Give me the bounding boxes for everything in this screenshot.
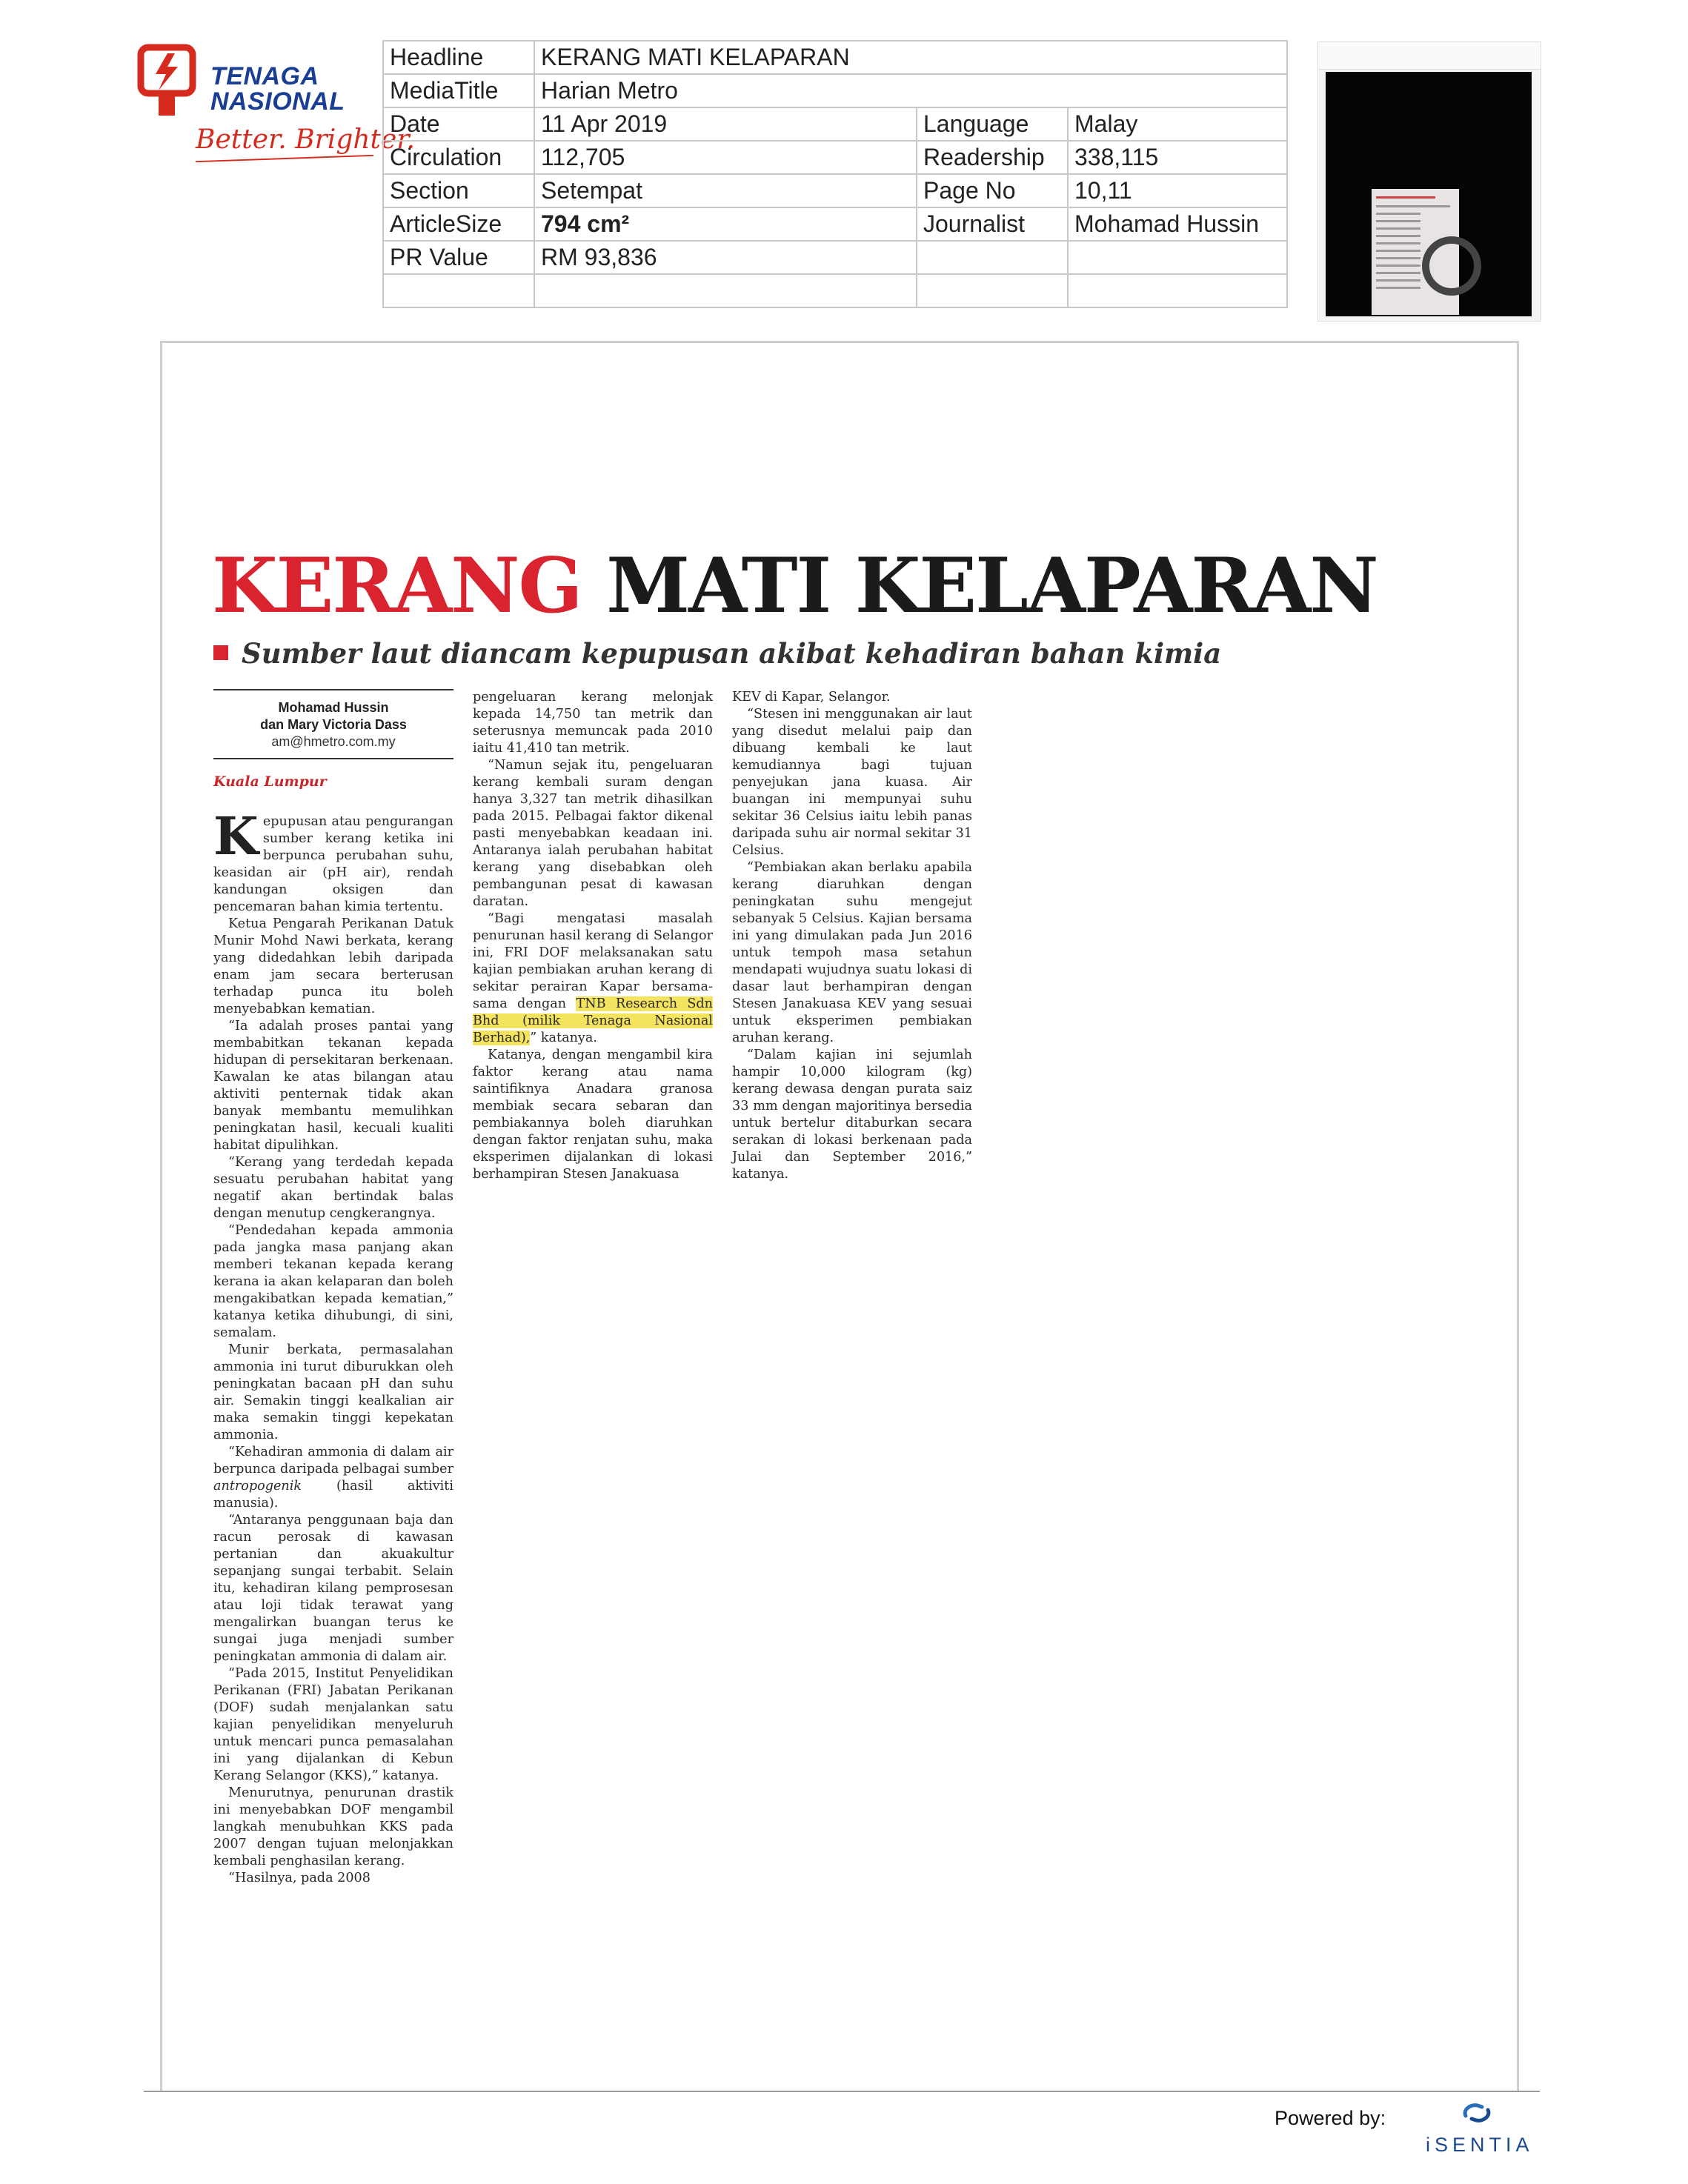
headline-black-words: MATI KELAPARAN: [581, 542, 1378, 630]
isentia-logo-icon: [1460, 2100, 1494, 2126]
meta-value: 10,11: [1068, 174, 1287, 207]
paragraph: Katanya, dengan mengambil kira faktor kerang atau nama saintifiknya Anadara granosa membiak secara sebaran dan pembiakannya boleh diaruhkan dengan faktor renjatan suhu, maka eksperimen dijalankan di lokasi berhampiran Stesen Janakuasa: [473, 1048, 713, 1182]
paragraph: “Namun sejak itu, pengeluaran kerang kembali suram dengan hanya 3,327 tan metrik dihasilkan pada 2015. Pelbagai faktor dikenal pasti menyebabkan keadaan ini. Antaranya ialah perubahan habitat kerang yang disebabkan oleh pembangunan pesat di kawasan daratan.: [473, 758, 713, 909]
paragraph: Munir berkata, permasalahan ammonia ini turut diburukkan oleh peningkatan bacaan pH dan suhu air. Semakin tinggi kealkalian air maka semakin tinggi kepekatan ammonia.: [213, 1342, 453, 1442]
meta-label: Date: [383, 107, 534, 141]
logo-brand-line2: NASIONAL: [210, 87, 345, 116]
logo-brand-text: [210, 64, 345, 114]
article-dateline: Kuala Lumpur: [213, 773, 327, 790]
meta-empty-cell: [917, 241, 1068, 274]
paragraph: “Ia adalah proses pantai yang membabitkan tekanan kepada hidupan di persekitaran berkenaan. Kawalan ke atas bilangan atau aktiviti penternak tidak akan banyak membantu memulihkan peningkatan hasil, kecuali kualiti habitat dipulihkan.: [213, 1019, 453, 1153]
meta-label: Circulation: [383, 141, 534, 174]
powered-by-label: Powered by:: [1275, 2107, 1386, 2129]
meta-row-circulation: [383, 141, 1287, 174]
article-subheading: [213, 637, 1221, 670]
meta-label: ArticleSize: [383, 207, 534, 241]
meta-value: Setempat: [534, 174, 917, 207]
article-headline: [212, 542, 1378, 630]
italic-term: antropogenik: [213, 1479, 302, 1494]
meta-row-section: [383, 174, 1287, 207]
subhead-bullet-icon: [213, 645, 228, 660]
meta-value: 11 Apr 2019: [534, 107, 917, 141]
paragraph: Menurutnya, penurunan drastik ini menyebabkan DOF mengambil langkah menubuhkan KKS pada 2007 dengan tujuan melonjakkan kembali penghasilan kerang.: [213, 1785, 453, 1868]
article-metadata-table: [382, 40, 1288, 308]
paragraph: “Pembiakan akan berlaku apabila kerang diaruhkan dengan peningkatan suhu mengejut sebanyak 5 Celsius. Kajian bersama ini yang dimulakan pada Jun 2016 untuk tempoh masa setahun mendapati wujudnya suatu lokasi di dasar laut berhampiran dengan Stesen Janakuasa KEV yang sesuai untuk eksperimen pembiakan aruhan kerang.: [732, 860, 972, 1045]
paragraph: [213, 805, 453, 916]
meta-label: MediaTitle: [383, 74, 534, 107]
meta-label: PR Value: [383, 241, 534, 274]
meta-empty-cell: [1068, 241, 1287, 274]
meta-value: Harian Metro: [534, 74, 1287, 107]
article-column-2: [473, 689, 713, 1183]
paragraph: pengeluaran kerang melonjak kepada 14,750 tan metrik dan seterusnya memuncak pada 2010 iaitu 41,410 tan metrik.: [473, 690, 713, 756]
byline-name-1: Mohamad Hussin: [278, 700, 389, 715]
byline-name-2: dan Mary Victoria Dass: [260, 717, 407, 732]
meta-label: Page No: [917, 174, 1068, 207]
paragraph-text: “Bagi mengatasi masalah penurunan hasil kerang di Selangor ini, FRI DOF melaksanakan satu kajian pembiakan aruhan kerang di sekitar perairan Kapar bersama-sama dengan: [473, 911, 713, 1011]
meta-value: KERANG MATI KELAPARAN: [534, 41, 1287, 74]
logo-tagline-underline: [196, 155, 373, 162]
meta-row-headline: [383, 41, 1287, 74]
byline-email: am@hmetro.com.my: [271, 734, 396, 749]
footer-divider: [144, 2091, 1540, 2092]
meta-row-prvalue: [383, 241, 1287, 274]
tnb-logo-mark-icon: [136, 43, 203, 124]
meta-value: 794 cm²: [534, 207, 917, 241]
article-column-3: [732, 689, 972, 1183]
page-thumbnail: [1317, 41, 1541, 322]
paragraph-text: epupusan atau pengurangan sumber kerang ketika ini berpunca perubahan suhu, keasidan air (pH air), rendah kandungan oksigen dan pencemaran bahan kimia tertentu.: [213, 814, 453, 914]
meta-row-mediatitle: [383, 74, 1287, 107]
paragraph: “Hasilnya, pada 2008: [228, 1871, 371, 1885]
paragraph: [213, 1444, 453, 1512]
paragraph: “Kerang yang terdedah kepada sesuatu perubahan habitat yang negatif akan bertindak balas dengan menutup cengkerangnya.: [213, 1155, 453, 1221]
meta-label: Journalist: [917, 207, 1068, 241]
paragraph: KEV di Kapar, Selangor.: [732, 690, 891, 705]
meta-label: Readership: [917, 141, 1068, 174]
highlighted-mention: TNB Research Sdn Bhd (milik Tenaga Nasional Berhad),: [473, 996, 714, 1045]
thumbnail-circle-graphic: [1422, 236, 1481, 296]
article-column-1: [213, 805, 453, 1887]
subhead-text: Sumber laut diancam kepupusan akibat kehadiran bahan kimia: [242, 637, 1222, 670]
dropcap: K: [213, 805, 259, 867]
article-byline: [213, 689, 453, 759]
meta-empty-cell: [917, 274, 1068, 307]
paragraph: “Stesen ini menggunakan air laut yang disedut melalui paip dan dibuang kembali ke laut kemudiannya bagi tujuan penyejukan jana kuasa. Air buangan ini mempunyai suhu sekitar 36 Celsius iaitu lebih panas daripada suhu air normal sekitar 31 Celsius.: [732, 707, 972, 858]
meta-label: Headline: [383, 41, 534, 74]
paragraph: [473, 910, 713, 1047]
isentia-wordmark: iSENTIA: [1426, 2134, 1534, 2156]
meta-empty-cell: [383, 274, 534, 307]
headline-red-word: KERANG: [212, 542, 582, 630]
paragraph: “Antaranya penggunaan baja dan racun perosak di kawasan pertanian dan akuakultur sepanjang sungai terbabit. Selain itu, kehadiran kilang pemprosesan atau loji tidak terawat yang mengalirkan buangan terus ke sungai juga menjadi sumber peningkatan ammonia di dalam air.: [213, 1513, 453, 1664]
meta-row-empty: [383, 274, 1287, 307]
paragraph-text: ” katanya.: [530, 1031, 597, 1045]
meta-empty-cell: [1068, 274, 1287, 307]
meta-value: 112,705: [534, 141, 917, 174]
paragraph: “Dalam kajian ini sejumlah hampir 10,000 kilogram (kg) kerang dewasa dengan purata saiz 33 mm dengan majoritinya bersedia untuk bertelur ditaburkan secara serakan di lokasi berkenaan pada Julai dan September 2016,” katanya.: [732, 1048, 972, 1182]
meta-label: Language: [917, 107, 1068, 141]
meta-row-articlesize: [383, 207, 1287, 241]
logo-brand-line1: TENAGA: [210, 62, 319, 90]
logo-tagline: Better. Brighter.: [196, 124, 416, 155]
meta-empty-cell: [534, 274, 917, 307]
thumbnail-topbar: [1318, 42, 1541, 70]
meta-label: Section: [383, 174, 534, 207]
paragraph-text: “Kehadiran ammonia di dalam air berpunca daripada pelbagai sumber: [213, 1445, 453, 1476]
paragraph-text: (hasil aktiviti manusia).: [213, 1479, 453, 1511]
meta-value: Malay: [1068, 107, 1287, 141]
meta-value: RM 93,836: [534, 241, 917, 274]
paragraph: Ketua Pengarah Perikanan Datuk Munir Mohd Nawi berkata, kerang yang didedahkan lebih daripada enam jam secara berterusan terhadap punca itu boleh menyebabkan kematian.: [213, 916, 453, 1016]
meta-value: 338,115: [1068, 141, 1287, 174]
meta-value: Mohamad Hussin: [1068, 207, 1287, 241]
paragraph: “Pendedahan kepada ammonia pada jangka masa panjang akan memberi tekanan kepada kerang kerana ia akan kelaparan dan boleh mengakibatkan kepada kematian,” katanya ketika dihubungi, di sini, semalam.: [213, 1223, 453, 1340]
meta-row-date: [383, 107, 1287, 141]
paragraph: “Pada 2015, Institut Penyelidikan Perikanan (FRI) Jabatan Perikanan (DOF) sudah menjalankan satu kajian penyelidikan menyeluruh untuk mencari punca pemasalahan ini yang dijalankan di Kebun Kerang Selangor (KKS),” katanya.: [213, 1666, 453, 1783]
